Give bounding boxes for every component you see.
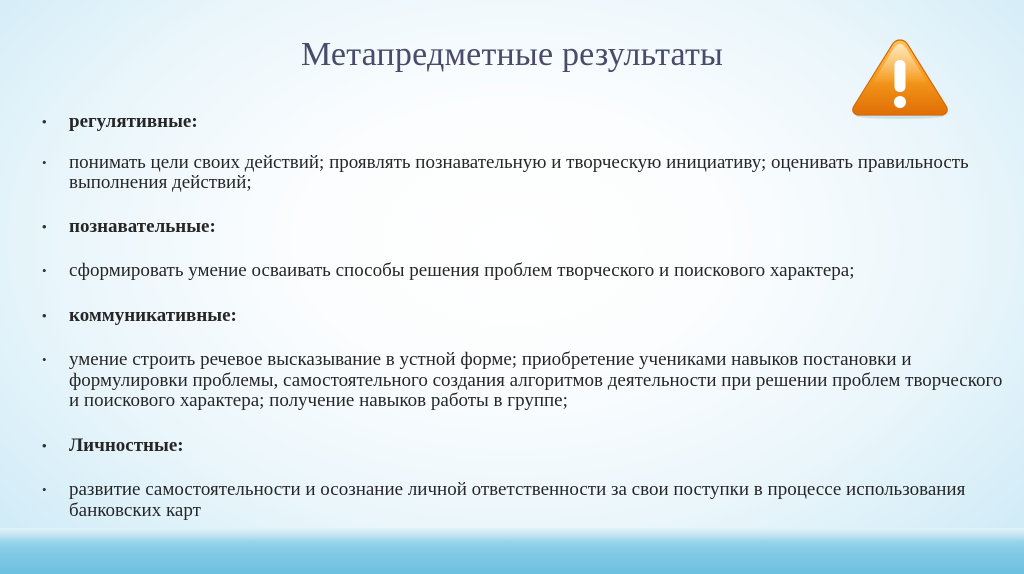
bullet-dot: • — [42, 218, 47, 234]
list-item-text: понимать цели своих действий; проявлять познавательную и творческую инициативу; оценивать правильность выполнения действий; — [69, 151, 969, 193]
list-item-text: умение строить речевое высказывание в устной форме; приобретение учениками навыков постановки и формулировки проблемы, самостоятельного создания алгоритмов деятельности при решении проблем творческого и поискового характера; получение навыков работы в группе; — [69, 349, 1003, 411]
list-item-text: сформировать умение осваивать способы решения проблем творческого и поискового характера; — [69, 260, 855, 281]
bullet-dot: • — [42, 482, 47, 497]
list-item-text: коммуникативные: — [69, 304, 237, 326]
list-item-text: развитие самостоятельности и осознание личной ответственности за свои поступки в процессе использования банковских карт — [69, 479, 966, 521]
footer-band — [0, 528, 1024, 574]
bullet-dot: • — [42, 307, 47, 323]
bullet-dot: • — [42, 114, 47, 129]
list-item — [42, 112, 1017, 133]
list-item-text: Личностные: — [69, 434, 184, 456]
bullet-dot: • — [42, 352, 47, 367]
bullet-dot: • — [42, 154, 47, 170]
list-item — [42, 480, 1017, 521]
list-item-text: регулятивные: — [69, 111, 198, 132]
footer-shine — [0, 528, 1024, 542]
list-item — [42, 153, 1017, 194]
slide-title: Метапредметные результаты — [300, 36, 724, 73]
list-item — [42, 436, 1017, 457]
bullet-dot: • — [42, 263, 47, 278]
list-item — [42, 306, 1017, 327]
list-item — [42, 217, 1017, 238]
bullet-list — [42, 112, 1017, 521]
list-item — [42, 261, 1017, 282]
list-item — [42, 350, 1017, 412]
list-item-text: познавательные: — [69, 215, 216, 237]
warning-icon — [850, 36, 950, 120]
bullet-dot: • — [42, 437, 47, 453]
